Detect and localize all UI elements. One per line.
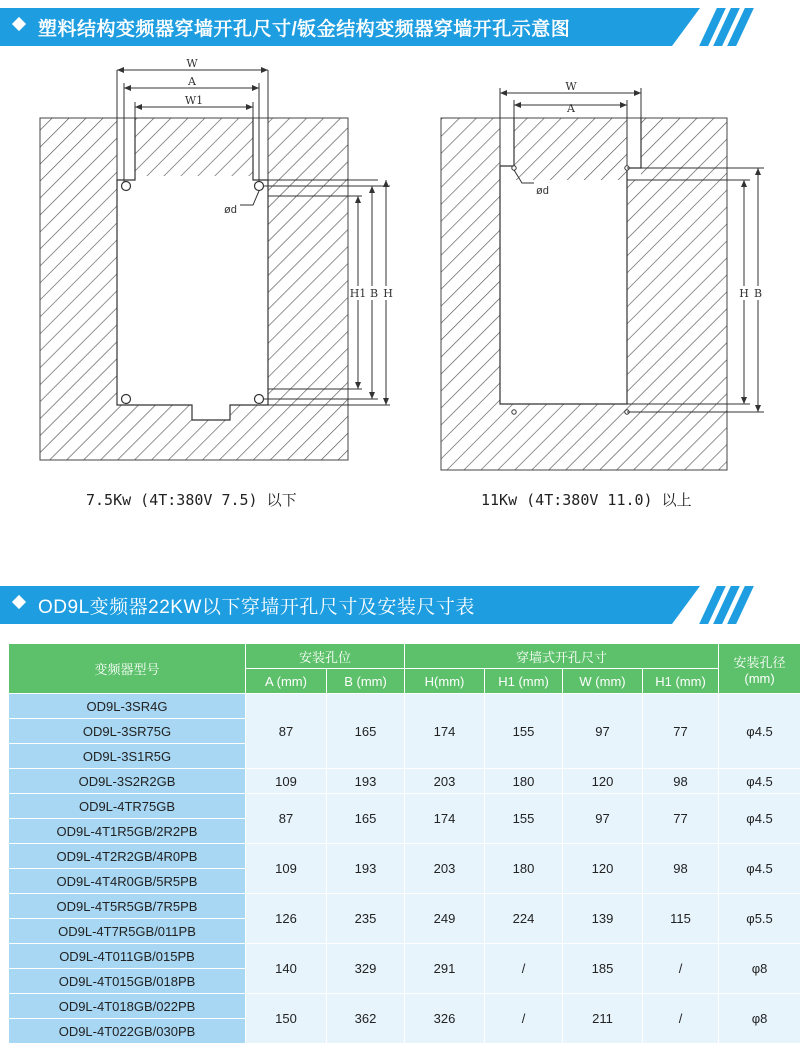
hole-diameter-label: ød	[536, 185, 549, 197]
value-cell-h1b: 77	[643, 694, 719, 769]
header-h1-second: H1 (mm)	[643, 669, 719, 694]
value-cell-h1: 224	[485, 894, 563, 944]
value-cell-h1: /	[485, 944, 563, 994]
header-cutout-size: 穿墙式开孔尺寸	[405, 644, 719, 669]
model-cell: OD9L-3S2R2GB	[9, 769, 246, 794]
mount-hole-icon	[122, 182, 131, 191]
value-cell-h1: 155	[485, 794, 563, 844]
dim-w-label: W	[186, 57, 198, 70]
model-cell: OD9L-4T018GB/022PB	[9, 994, 246, 1019]
left-diagram-caption: 7.5Kw (4T:380V 7.5) 以下	[86, 491, 297, 509]
table-row	[9, 794, 800, 819]
dim-b-label: B	[753, 287, 763, 300]
section-title: 塑料结构变频器穿墙开孔尺寸/钣金结构变频器穿墙开孔示意图	[38, 19, 571, 40]
header-h1: H1 (mm)	[485, 669, 563, 694]
table-row	[9, 994, 800, 1019]
model-cell: OD9L-3S1R5G	[9, 744, 246, 769]
value-cell-w: 185	[563, 944, 643, 994]
dim-h1-label: H1	[349, 287, 367, 300]
mount-hole-icon	[122, 395, 131, 404]
mount-hole-icon	[512, 410, 516, 414]
table-row	[9, 769, 800, 794]
value-cell-h: 249	[405, 894, 485, 944]
header-w: W (mm)	[563, 669, 643, 694]
header-model: 变频器型号	[9, 644, 246, 694]
section-title: OD9L变频器22KW以下穿墙开孔尺寸及安装尺寸表	[38, 597, 475, 618]
table-row	[9, 894, 800, 919]
dim-a-label: A	[188, 75, 196, 88]
value-cell-h: 326	[405, 994, 485, 1044]
mount-hole-icon	[512, 166, 516, 170]
value-cell-b: 193	[327, 844, 405, 894]
section-banner-diagrams	[0, 5, 800, 50]
value-cell-a: 87	[246, 694, 327, 769]
model-cell: OD9L-4T022GB/030PB	[9, 1019, 246, 1044]
dim-w-label: W	[565, 80, 577, 93]
value-cell-d: φ5.5	[719, 894, 800, 944]
hole-diameter-label: ød	[224, 204, 237, 216]
model-cell: OD9L-4T1R5GB/2R2PB	[9, 819, 246, 844]
model-cell: OD9L-3SR75G	[9, 719, 246, 744]
value-cell-h: 174	[405, 694, 485, 769]
right-diagram-caption: 11Kw (4T:380V 11.0) 以上	[481, 491, 692, 509]
table-row	[9, 844, 800, 869]
value-cell-b: 362	[327, 994, 405, 1044]
value-cell-h1b: 115	[643, 894, 719, 944]
value-cell-h: 291	[405, 944, 485, 994]
model-cell: OD9L-4T7R5GB/011PB	[9, 919, 246, 944]
value-cell-w: 120	[563, 769, 643, 794]
value-cell-b: 329	[327, 944, 405, 994]
mount-hole-icon	[255, 182, 264, 191]
value-cell-h1b: /	[643, 994, 719, 1044]
value-cell-d: φ8	[719, 944, 800, 994]
sheet-metal-cutout-diagram	[420, 55, 800, 475]
value-cell-w: 97	[563, 794, 643, 844]
value-cell-h1: 155	[485, 694, 563, 769]
value-cell-a: 109	[246, 844, 327, 894]
value-cell-a: 150	[246, 994, 327, 1044]
value-cell-h: 174	[405, 794, 485, 844]
dim-h-label: H	[739, 287, 749, 300]
value-cell-a: 126	[246, 894, 327, 944]
wall-hatch	[441, 118, 727, 470]
header-b: B (mm)	[327, 669, 405, 694]
dim-h-label: H	[383, 287, 393, 300]
value-cell-d: φ4.5	[719, 794, 800, 844]
value-cell-h1b: 98	[643, 844, 719, 894]
value-cell-b: 193	[327, 769, 405, 794]
model-cell: OD9L-4T5R5GB/7R5PB	[9, 894, 246, 919]
model-cell: OD9L-3SR4G	[9, 694, 246, 719]
value-cell-b: 235	[327, 894, 405, 944]
model-cell: OD9L-4T2R2GB/4R0PB	[9, 844, 246, 869]
header-hole-diameter: 安装孔径 (mm)	[719, 644, 800, 694]
plastic-structure-cutout-diagram	[0, 55, 420, 465]
install-dimension-table	[8, 643, 800, 1044]
value-cell-b: 165	[327, 794, 405, 844]
dim-a-label: A	[567, 102, 575, 115]
mount-hole-icon	[255, 395, 264, 404]
value-cell-h1b: /	[643, 944, 719, 994]
table-row	[9, 694, 800, 719]
value-cell-a: 109	[246, 769, 327, 794]
header-mount-position: 安装孔位	[246, 644, 405, 669]
dim-w1-label: W1	[184, 94, 204, 107]
value-cell-d: φ8	[719, 994, 800, 1044]
section-banner-table	[0, 583, 800, 628]
table-row	[9, 944, 800, 969]
model-cell: OD9L-4T4R0GB/5R5PB	[9, 869, 246, 894]
value-cell-h1: 180	[485, 844, 563, 894]
value-cell-h1: 180	[485, 769, 563, 794]
value-cell-d: φ4.5	[719, 844, 800, 894]
value-cell-w: 120	[563, 844, 643, 894]
model-cell: OD9L-4TR75GB	[9, 794, 246, 819]
value-cell-w: 139	[563, 894, 643, 944]
value-cell-b: 165	[327, 694, 405, 769]
value-cell-w: 97	[563, 694, 643, 769]
value-cell-w: 211	[563, 994, 643, 1044]
header-h: H(mm)	[405, 669, 485, 694]
value-cell-h1: /	[485, 994, 563, 1044]
value-cell-h1b: 77	[643, 794, 719, 844]
value-cell-h: 203	[405, 769, 485, 794]
value-cell-a: 140	[246, 944, 327, 994]
table-body	[9, 694, 800, 1044]
value-cell-h1b: 98	[643, 769, 719, 794]
model-cell: OD9L-4T011GB/015PB	[9, 944, 246, 969]
model-cell: OD9L-4T015GB/018PB	[9, 969, 246, 994]
dim-b-label: B	[369, 287, 379, 300]
header-a: A (mm)	[246, 669, 327, 694]
value-cell-a: 87	[246, 794, 327, 844]
value-cell-d: φ4.5	[719, 694, 800, 769]
value-cell-h: 203	[405, 844, 485, 894]
wall-hatch	[40, 118, 348, 460]
value-cell-d: φ4.5	[719, 769, 800, 794]
